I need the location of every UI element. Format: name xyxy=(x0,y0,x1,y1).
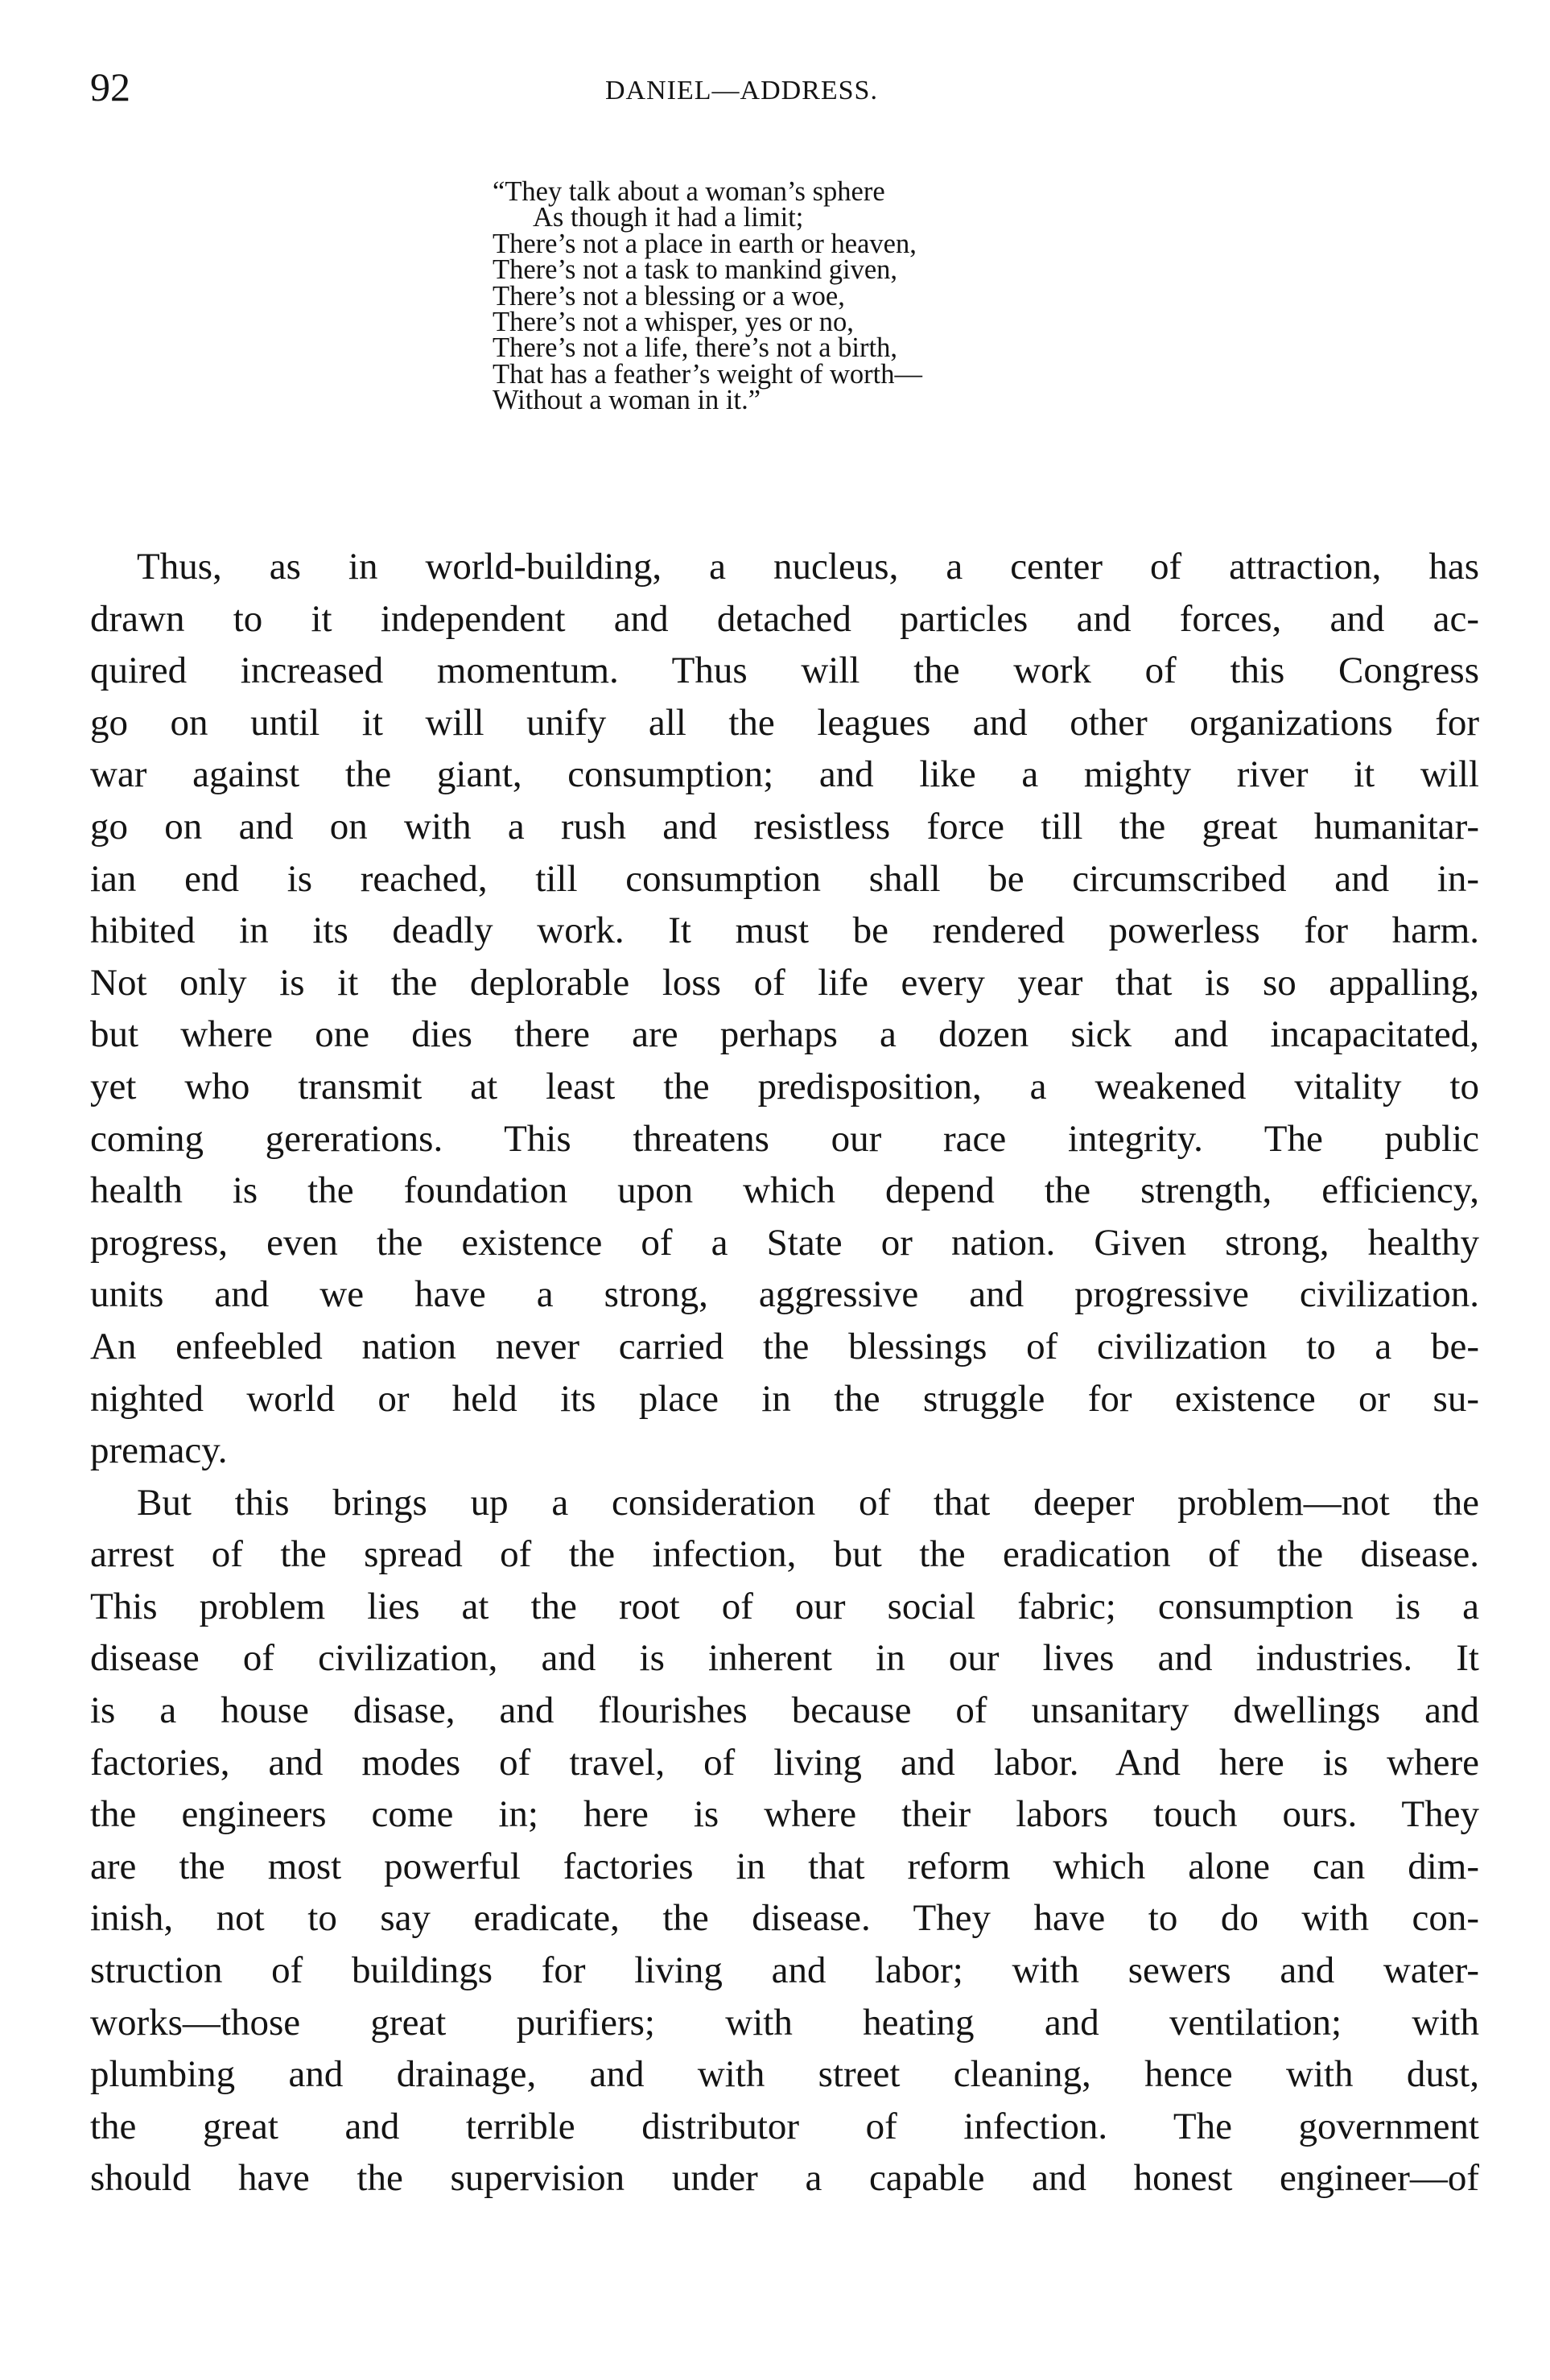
paragraph-2 xyxy=(90,1477,1479,2205)
text-line: plumbing and drainage, and with street cleaning, hence with dust, xyxy=(90,2053,1479,2096)
text-line: but where one dies there are perhaps a dozen sick and incapacitated, xyxy=(90,1013,1479,1056)
text-line: arrest of the spread of the infection, but the eradication of the disease. xyxy=(90,1533,1479,1576)
poem-line: There’s not a task to mankind given, xyxy=(493,254,898,286)
poem-line: As though it had a limit; xyxy=(533,202,804,233)
text-line: This problem lies at the root of our social fabric; consumption is a xyxy=(90,1585,1479,1627)
poem-line: There’s not a blessing or a woe, xyxy=(493,280,845,311)
text-line: should have the supervision under a capable and honest engineer—of xyxy=(90,2157,1479,2200)
poem-line: “They talk about a woman’s sphere xyxy=(493,176,885,207)
text-line: works—those great purifiers; with heating and ventilation; with xyxy=(90,2001,1479,2044)
poem-line: There’s not a life, there’s not a birth, xyxy=(493,332,897,364)
poem-quotation xyxy=(493,176,1217,416)
text-line: units and we have a strong, aggressive and progressive civilization. xyxy=(90,1273,1479,1316)
text-line: drawn to it independent and detached particles and forces, and ac- xyxy=(90,597,1479,640)
paragraph-1 xyxy=(90,541,1479,1477)
text-line: progress, even the existence of a State or nation. Given strong, healthy xyxy=(90,1221,1479,1264)
poem-line: Without a woman in it.” xyxy=(493,385,761,416)
text-line: disease of civilization, and is inherent in our lives and industries. It xyxy=(90,1637,1479,1680)
text-line: the engineers come in; here is where their labors touch ours. They xyxy=(90,1793,1479,1836)
page-number: 92 xyxy=(90,64,130,109)
running-head: DANIEL—ADDRESS. xyxy=(605,76,878,105)
text-line: go on and on with a rush and resistless force till the great humanitar- xyxy=(90,805,1479,848)
text-line: are the most powerful factories in that reform which alone can dim- xyxy=(90,1845,1479,1887)
text-line: But this brings up a consideration of that deeper problem—not the xyxy=(137,1481,1479,1524)
text-line: the great and terrible distributor of infection. The government xyxy=(90,2105,1479,2147)
poem-line: There’s not a whisper, yes or no, xyxy=(493,307,854,338)
body-text xyxy=(90,541,1479,2205)
text-line: war against the giant, consumption; and like a mighty river it will xyxy=(90,753,1479,796)
text-line: hibited in its deadly work. It must be rendered powerless for harm. xyxy=(90,910,1479,952)
text-line: go on until it will unify all the leagues and other organizations for xyxy=(90,701,1479,744)
poem-line: There’s not a place in earth or heaven, xyxy=(493,228,917,259)
text-line: Not only is it the deplorable loss of life every year that is so appalling, xyxy=(90,961,1479,1004)
text-line: quired increased momentum. Thus will the work of this Congress xyxy=(90,650,1479,692)
poem-line: That has a feather’s weight of worth— xyxy=(493,358,922,390)
text-line: An enfeebled nation never carried the blessings of civilization to a be- xyxy=(90,1325,1479,1367)
text-line: ian end is reached, till consumption shall be circumscribed and in- xyxy=(90,857,1479,900)
text-line: Thus, as in world-building, a nucleus, a center of attraction, has xyxy=(137,546,1479,588)
text-line: coming gererations. This threatens our race integrity. The public xyxy=(90,1117,1479,1160)
text-line: struction of buildings for living and labor; with sewers and water- xyxy=(90,1949,1479,1992)
text-line: yet who transmit at least the predisposition, a weakened vitality to xyxy=(90,1065,1479,1108)
text-line: nighted world or held its place in the struggle for existence or su- xyxy=(90,1377,1479,1420)
page-header xyxy=(90,63,1474,119)
text-line: inish, not to say eradicate, the disease. They have to do with con- xyxy=(90,1897,1479,1940)
text-line: factories, and modes of travel, of living and labor. And here is where xyxy=(90,1741,1479,1784)
text-line: health is the foundation upon which depend the strength, efficiency, xyxy=(90,1169,1479,1212)
text-line: premacy. xyxy=(90,1429,228,1472)
text-line: is a house disase, and flourishes because of unsanitary dwellings and xyxy=(90,1689,1479,1732)
